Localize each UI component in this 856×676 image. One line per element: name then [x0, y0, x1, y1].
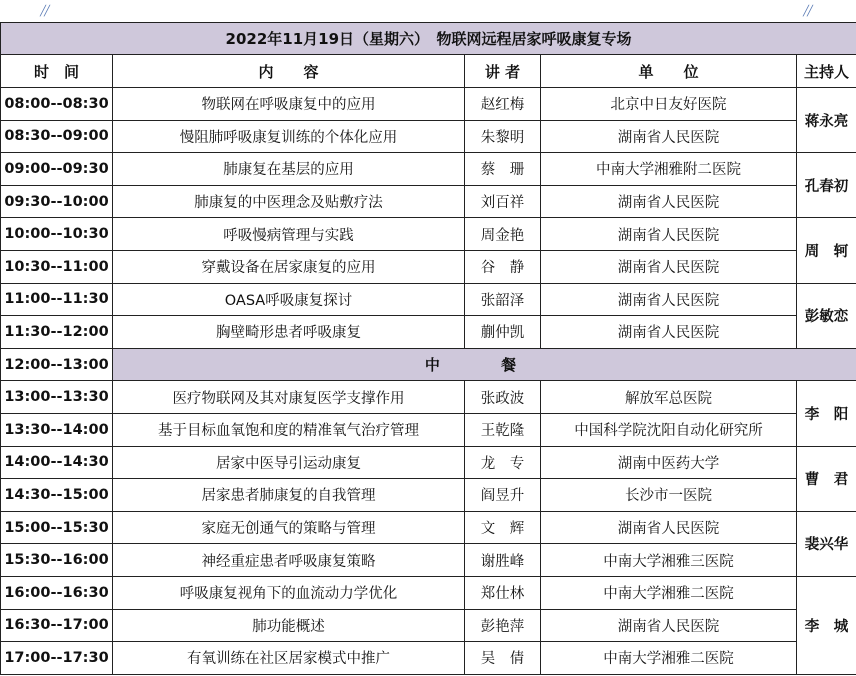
content-cell: 肺康复的中医理念及贴敷疗法: [113, 185, 465, 218]
table-row: [1, 479, 856, 512]
speaker-cell: 吴 倩: [465, 642, 541, 675]
lunch-row: [1, 348, 856, 381]
content-cell: 神经重症患者呼吸康复策略: [113, 544, 465, 577]
time-cell: 09:00--09:30: [1, 153, 113, 186]
unit-cell: 中国科学院沈阳自动化研究所: [541, 413, 797, 446]
header-content: 内 容: [113, 55, 465, 88]
host-cell: 蒋永亮: [797, 88, 856, 153]
speaker-cell: 彭艳萍: [465, 609, 541, 642]
table-row: [1, 250, 856, 283]
host-cell: 周 轲: [797, 218, 856, 283]
header-host: 主持人: [797, 55, 856, 88]
content-cell: 居家中医导引运动康复: [113, 446, 465, 479]
unit-cell: 中南大学湘雅三医院: [541, 544, 797, 577]
unit-cell: 中南大学湘雅二医院: [541, 642, 797, 675]
time-cell: 15:30--16:00: [1, 544, 113, 577]
content-cell: 胸壁畸形患者呼吸康复: [113, 316, 465, 349]
time-cell: 17:00--17:30: [1, 642, 113, 675]
time-cell: 16:30--17:00: [1, 609, 113, 642]
time-cell: 10:00--10:30: [1, 218, 113, 251]
host-cell: 李 阳: [797, 381, 856, 446]
title-row: [1, 23, 856, 55]
table-row: [1, 446, 856, 479]
table-row: [1, 511, 856, 544]
speaker-cell: 赵红梅: [465, 88, 541, 121]
corner-mark-icon: ╱╱: [40, 6, 49, 17]
speaker-cell: 蒯仲凯: [465, 316, 541, 349]
time-cell: 13:00--13:30: [1, 381, 113, 414]
host-cell: 孔春初: [797, 153, 856, 218]
content-cell: 医疗物联网及其对康复医学支撑作用: [113, 381, 465, 414]
header-speaker: 讲 者: [465, 55, 541, 88]
time-cell: 11:00--11:30: [1, 283, 113, 316]
corner-mark-icon: ╱╱: [803, 6, 812, 17]
unit-cell: 湖南省人民医院: [541, 218, 797, 251]
time-cell: 16:00--16:30: [1, 576, 113, 609]
time-cell: 08:00--08:30: [1, 88, 113, 121]
unit-cell: 北京中日友好医院: [541, 88, 797, 121]
content-cell: 慢阻肺呼吸康复训练的个体化应用: [113, 120, 465, 153]
content-cell: 呼吸康复视角下的血流动力学优化: [113, 576, 465, 609]
table-row: [1, 88, 856, 121]
page-title: 2022年11月19日（星期六） 物联网远程居家呼吸康复专场: [1, 23, 856, 55]
table-row: [1, 185, 856, 218]
time-cell: 14:00--14:30: [1, 446, 113, 479]
table-row: [1, 381, 856, 414]
speaker-cell: 张政波: [465, 381, 541, 414]
time-cell: 10:30--11:00: [1, 250, 113, 283]
host-cell: 裴兴华: [797, 511, 856, 576]
header-unit: 单 位: [541, 55, 797, 88]
table-row: [1, 642, 856, 675]
host-cell: 李 城: [797, 576, 856, 674]
table-row: [1, 120, 856, 153]
content-cell: 家庭无创通气的策略与管理: [113, 511, 465, 544]
table-row: [1, 153, 856, 186]
table-row: [1, 544, 856, 577]
speaker-cell: 蔡 珊: [465, 153, 541, 186]
unit-cell: 湖南省人民医院: [541, 511, 797, 544]
unit-cell: 中南大学湘雅二医院: [541, 576, 797, 609]
unit-cell: 长沙市一医院: [541, 479, 797, 512]
schedule-table: [0, 22, 856, 675]
speaker-cell: 谷 静: [465, 250, 541, 283]
table-row: [1, 218, 856, 251]
content-cell: 肺功能概述: [113, 609, 465, 642]
table-row: [1, 413, 856, 446]
speaker-cell: 谢胜峰: [465, 544, 541, 577]
table-row: [1, 576, 856, 609]
content-cell: 呼吸慢病管理与实践: [113, 218, 465, 251]
time-cell: 12:00--13:00: [1, 348, 113, 381]
content-cell: 肺康复在基层的应用: [113, 153, 465, 186]
top-margin: [0, 0, 856, 20]
content-cell: 穿戴设备在居家康复的应用: [113, 250, 465, 283]
time-cell: 09:30--10:00: [1, 185, 113, 218]
time-cell: 13:30--14:00: [1, 413, 113, 446]
host-cell: 彭敏恋: [797, 283, 856, 348]
speaker-cell: 郑仕林: [465, 576, 541, 609]
time-cell: 15:00--15:30: [1, 511, 113, 544]
unit-cell: 湖南省人民医院: [541, 283, 797, 316]
header-time: 时 间: [1, 55, 113, 88]
lunch-label: 中 餐: [113, 348, 856, 381]
header-row: [1, 55, 856, 88]
table-row: [1, 609, 856, 642]
speaker-cell: 周金艳: [465, 218, 541, 251]
time-cell: 14:30--15:00: [1, 479, 113, 512]
speaker-cell: 张韶泽: [465, 283, 541, 316]
unit-cell: 湖南省人民医院: [541, 120, 797, 153]
host-cell: 曹 君: [797, 446, 856, 511]
speaker-cell: 朱黎明: [465, 120, 541, 153]
content-cell: 物联网在呼吸康复中的应用: [113, 88, 465, 121]
table-row: [1, 316, 856, 349]
unit-cell: 中南大学湘雅附二医院: [541, 153, 797, 186]
table-row: [1, 283, 856, 316]
unit-cell: 湖南省人民医院: [541, 316, 797, 349]
content-cell: 居家患者肺康复的自我管理: [113, 479, 465, 512]
unit-cell: 湖南省人民医院: [541, 250, 797, 283]
speaker-cell: 文 辉: [465, 511, 541, 544]
content-cell: 基于目标血氧饱和度的精准氧气治疗管理: [113, 413, 465, 446]
speaker-cell: 刘百祥: [465, 185, 541, 218]
unit-cell: 解放军总医院: [541, 381, 797, 414]
unit-cell: 湖南省人民医院: [541, 185, 797, 218]
content-cell: OASA呼吸康复探讨: [113, 283, 465, 316]
unit-cell: 湖南省人民医院: [541, 609, 797, 642]
speaker-cell: 龙 专: [465, 446, 541, 479]
time-cell: 11:30--12:00: [1, 316, 113, 349]
speaker-cell: 王乾隆: [465, 413, 541, 446]
time-cell: 08:30--09:00: [1, 120, 113, 153]
unit-cell: 湖南中医药大学: [541, 446, 797, 479]
content-cell: 有氧训练在社区居家模式中推广: [113, 642, 465, 675]
speaker-cell: 阎昱升: [465, 479, 541, 512]
